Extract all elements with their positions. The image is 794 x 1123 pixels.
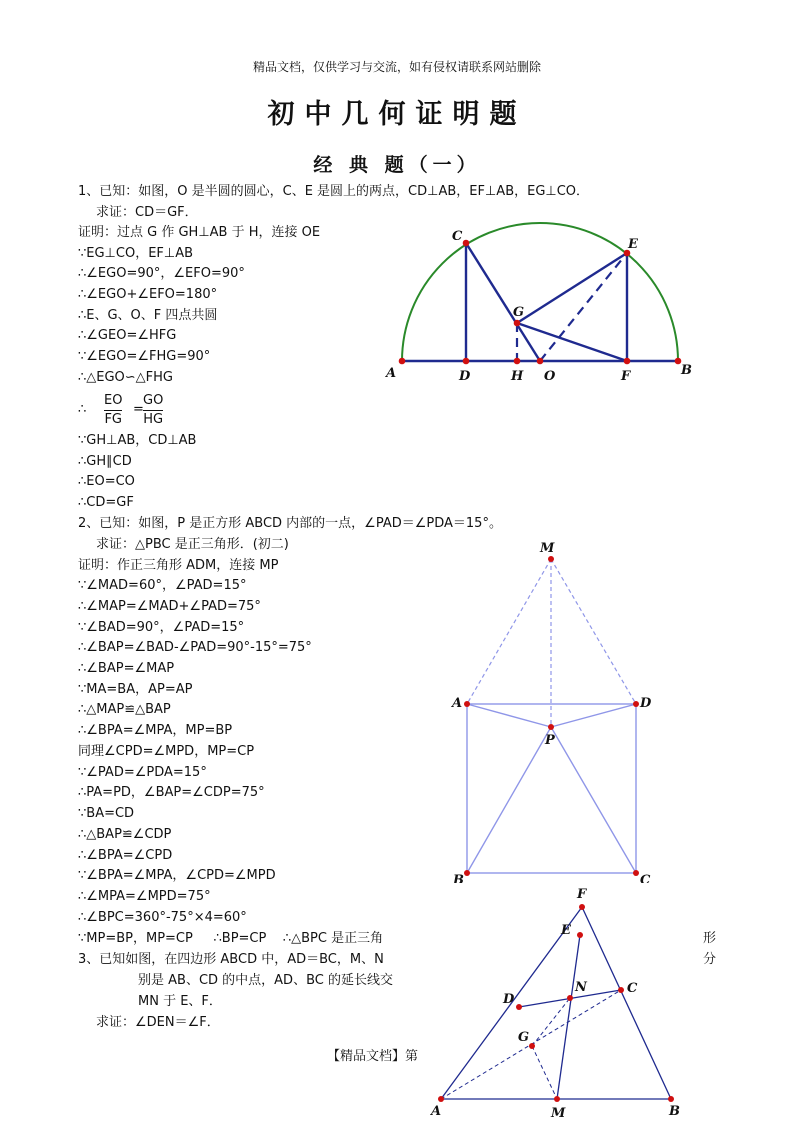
label-a: A <box>386 366 397 381</box>
p2-line-tail: 形 <box>703 931 717 946</box>
point-p <box>548 724 554 730</box>
page-footer: 【精品文档】第 <box>327 1049 419 1064</box>
p1-fraction-eo-fg <box>104 392 122 429</box>
point-m <box>554 1096 560 1102</box>
p1-proof-line: ∴△EGO∽△FHG <box>78 370 174 385</box>
p1-proof-line: ∵GH⊥AB，CD⊥AB <box>78 433 197 448</box>
point-d <box>516 1004 522 1010</box>
label-d: D <box>503 992 515 1007</box>
line-me <box>557 935 580 1099</box>
dashed-gm <box>532 1046 557 1099</box>
segment-gf <box>517 323 627 361</box>
p1-frac-equals: = <box>133 402 144 417</box>
p1-proof-line: ∴∠GEO=∠HFG <box>78 328 177 343</box>
p2-proof-line: ∵∠PAD=∠PDA=15° <box>78 765 207 780</box>
p2-proof-line: ∴∠MAP=∠MAD+∠PAD=75° <box>78 599 261 614</box>
p1-proof-line: ∴CD=GF <box>78 495 134 510</box>
p1-semicircle-figure <box>380 215 700 385</box>
p1-proof-line: ∵∠EGO=∠FHG=90° <box>78 349 211 364</box>
point-e <box>577 932 583 938</box>
label-h: H <box>511 369 524 384</box>
point-c <box>618 987 624 993</box>
p2-proof-line: 同理∠CPD=∠MPD，MP=CP <box>78 744 255 759</box>
point-b <box>464 870 470 876</box>
p2-proof-line: ∴∠BAP=∠MAP <box>78 661 175 676</box>
dashed-gn <box>532 998 570 1046</box>
point-h <box>514 358 521 365</box>
point-c <box>633 870 639 876</box>
dashed-ma <box>467 559 551 704</box>
p2-proof-line: ∵MP=BP，MP=CP ∴BP=CP ∴△BPC 是正三角 <box>78 931 384 946</box>
p1-frac-num: EO <box>104 393 123 408</box>
label-c: C <box>627 981 638 996</box>
p2-prove: 求证：△PBC 是正三角形．(初二) <box>96 537 289 552</box>
p1-proof-line: ∴GH∥CD <box>78 454 132 469</box>
label-c: C <box>640 873 651 883</box>
p2-proof-line: ∵BA=CD <box>78 806 135 821</box>
label-m: M <box>551 1106 566 1120</box>
segment-co <box>466 243 540 361</box>
p3-statement-line: MN 于 E、F． <box>138 994 222 1009</box>
label-d: D <box>640 696 652 711</box>
section-title: 经 典 题（一） <box>313 154 481 176</box>
label-a: A <box>452 696 463 711</box>
p1-proof-line: ∴EO=CO <box>78 474 135 489</box>
p2-proof-line: ∴∠BPC=360°-75°×4=60° <box>78 910 247 925</box>
p2-proof-line: ∵∠BPA=∠MPA，∠CPD=∠MPD <box>78 868 276 883</box>
label-c: C <box>452 229 463 244</box>
label-n: N <box>575 980 587 995</box>
label-a: A <box>431 1104 442 1119</box>
label-f: F <box>577 887 587 902</box>
segment-cp <box>551 727 636 873</box>
segment-ap <box>467 704 551 727</box>
p1-prove: 求证：CD＝GF． <box>96 205 198 220</box>
segment-ge <box>517 253 627 323</box>
label-m: M <box>540 541 555 556</box>
point-g <box>514 320 521 327</box>
point-c <box>463 240 470 247</box>
p1-proof-line: ∴E、G、O、F 四点共圆 <box>78 308 218 323</box>
p1-frac-num: GO <box>143 393 164 408</box>
point-a <box>399 358 406 365</box>
p2-proof-line: ∵∠BAD=90°，∠PAD=15° <box>78 620 245 635</box>
segment-bp <box>467 727 551 873</box>
label-p: P <box>545 733 555 748</box>
p2-proof-line: 证明：作正三角形 ADM，连接 MP <box>78 558 279 573</box>
label-g: G <box>513 305 525 320</box>
p3-line-tail: 分 <box>703 952 717 967</box>
label-b: B <box>681 363 692 378</box>
p1-proof-line: ∴∠EGO=90°，∠EFO=90° <box>78 266 245 281</box>
p2-proof-line: ∴△BAP≌∠CDP <box>78 827 172 842</box>
p2-proof-line: ∴∠BAP=∠BAD-∠PAD=90°-15°=75° <box>78 640 312 655</box>
point-f <box>579 904 585 910</box>
label-o: O <box>544 369 556 384</box>
point-f <box>624 358 631 365</box>
label-e: E <box>628 237 638 252</box>
point-g <box>529 1043 535 1049</box>
point-d <box>633 701 639 707</box>
label-e: E <box>561 923 571 938</box>
p1-frac-den: HG <box>143 412 164 427</box>
point-b <box>668 1096 674 1102</box>
point-m <box>548 556 554 562</box>
point-a <box>464 701 470 707</box>
point-a <box>438 1096 444 1102</box>
p3-prove: 求证：∠DEN＝∠F． <box>96 1015 220 1030</box>
p2-proof-line: ∴△MAP≌△BAP <box>78 702 171 717</box>
p1-frac-prefix: ∴ <box>78 402 87 417</box>
dashed-md <box>551 559 636 704</box>
p1-proof-line: ∴∠EGO+∠EFO=180° <box>78 287 218 302</box>
p2-square-figure <box>445 538 660 883</box>
label-b: B <box>453 873 464 883</box>
p1-proof-line: ∵EG⊥CO，EF⊥AB <box>78 246 194 261</box>
p1-frac-den: FG <box>104 412 122 427</box>
p3-quadrilateral-figure <box>420 880 710 1120</box>
segment-dp <box>551 704 636 727</box>
point-o <box>537 358 544 365</box>
p2-proof-line: ∴PA=PD，∠BAP=∠CDP=75° <box>78 785 265 800</box>
label-b: B <box>669 1104 680 1119</box>
label-d: D <box>459 369 471 384</box>
line-bf <box>582 907 671 1099</box>
p3-statement-line: 3、已知如图，在四边形 ABCD 中，AD＝BC，M、N <box>78 952 384 967</box>
p1-fraction-go-hg <box>143 392 163 429</box>
page-title: 初中几何证明题 <box>267 99 527 130</box>
label-f: F <box>621 369 631 384</box>
p2-statement: 2、已知：如图，P 是正方形 ABCD 内部的一点，∠PAD＝∠PDA＝15°。 <box>78 516 502 531</box>
p2-proof-line: ∴∠BPA=∠MPA，MP=BP <box>78 723 233 738</box>
point-d <box>463 358 470 365</box>
p3-statement-line: 别是 AB、CD 的中点，AD、BC 的延长线交 <box>138 973 393 988</box>
p1-statement: 1、已知：如图，O 是半圆的圆心，C、E 是圆上的两点，CD⊥AB，EF⊥AB，EG⊥CO． <box>78 184 590 199</box>
page-header: 精品文档，仅供学习与交流，如有侵权请联系网站删除 <box>252 60 541 74</box>
p2-proof-line: ∵MA=BA，AP=AP <box>78 682 193 697</box>
point-n <box>567 995 573 1001</box>
label-g: G <box>518 1030 530 1045</box>
p2-proof-line: ∴∠MPA=∠MPD=75° <box>78 889 211 904</box>
p2-proof-line: ∴∠BPA=∠CPD <box>78 848 173 863</box>
p2-proof-line: ∵∠MAD=60°，∠PAD=15° <box>78 578 247 593</box>
p1-proof-line: 证明：过点 G 作 GH⊥AB 于 H，连接 OE <box>78 225 321 240</box>
